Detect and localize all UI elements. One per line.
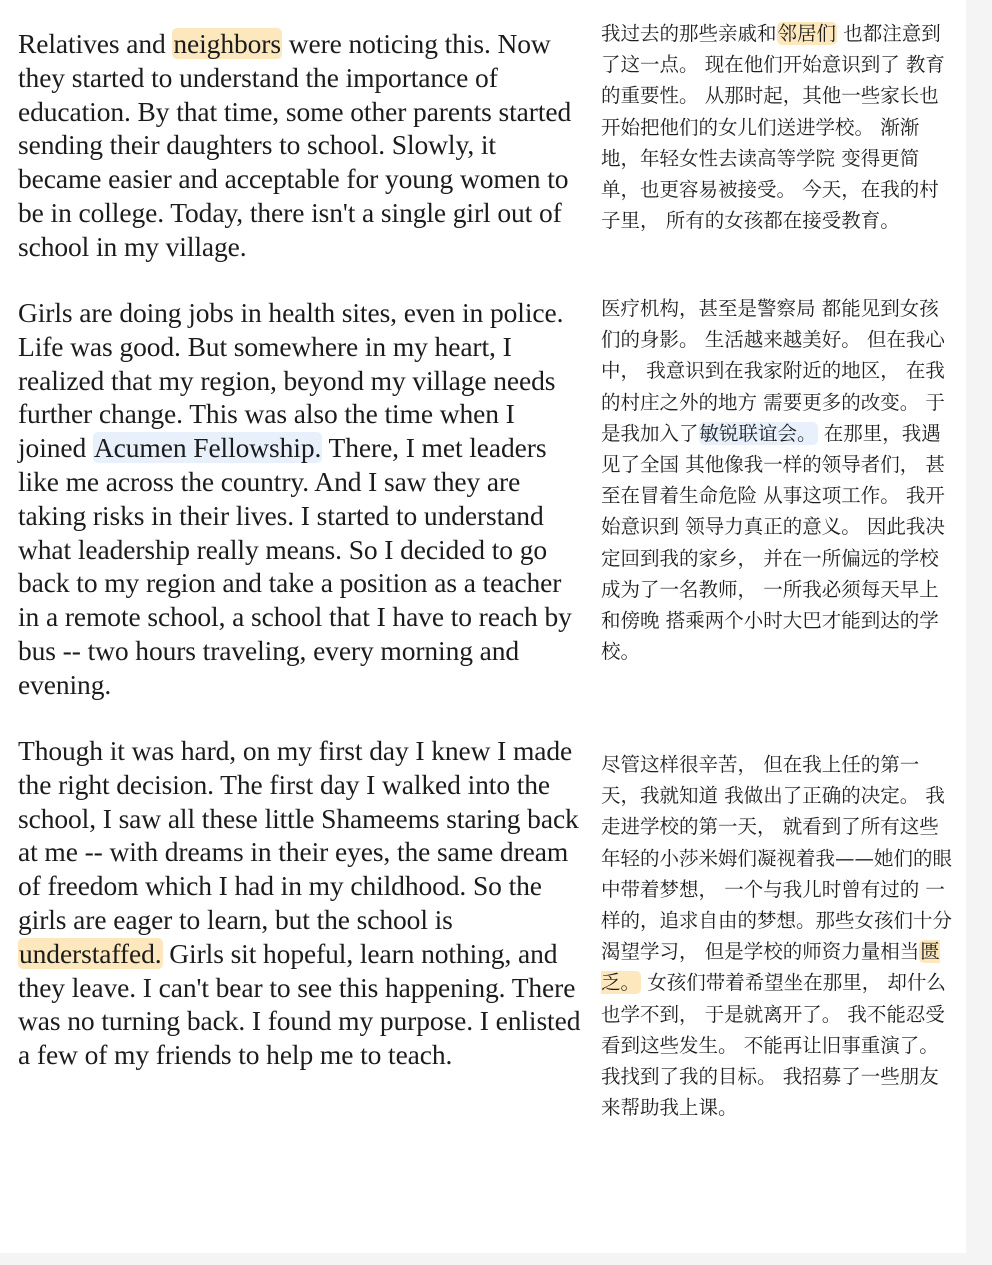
chinese-paragraph-3 <box>601 749 956 1123</box>
highlighted-word[interactable]: 匮乏。 <box>601 940 940 995</box>
highlighted-word[interactable]: 邻居们 <box>777 22 837 45</box>
chinese-text: 女孩们带着希望坐在那里， 却什么也学不到， 于是就离开了。 我不能忍受看到这些发生。 不能再让旧事重演了。 我找到了我的目标。 我招募了一些朋友来帮助我上课。 <box>601 971 946 1120</box>
highlighted-word[interactable]: understaffed. <box>19 937 162 969</box>
chinese-text: 在那里，我遇见了全国 其他像我一样的领导者们， 甚至在冒着生命危险 从事这项工作。 我开始意识到 领导力真正的意义。 因此我决定回到我的家乡， 并在一所偏远的学校 成为了一名教师， 一所我必须每天早上和傍晚 搭乘两个小时大巴才能到达的学校。 <box>601 421 945 664</box>
english-text: Girls are doing jobs in health sites, even in police. Life was good. But somewhere in my heart, I realized that my region, beyond my village needs further change. This was also the time when I joined <box>18 297 564 464</box>
highlighted-word[interactable]: neighbors <box>173 28 281 59</box>
english-text: were noticing this. Now they started to understand the importance of education. By that time, some other parents started sending their daughters to school. Slowly, it became easier and acceptable for young women to be in college. Today, there isn't a single girl out of school in my village. <box>18 28 572 262</box>
english-text: Girls sit hopeful, learn nothing, and they leave. I can't bear to see this happening. There was no turning back. I found my purpose. I enlisted a few of my friends to help me to teach. <box>18 937 581 1071</box>
english-paragraph-3 <box>18 734 583 1072</box>
chinese-text: 也都注意到了这一点。 现在他们开始意识到了 教育的重要性。 从那时起，其他一些家长也 开始把他们的女儿们送进学校。 渐渐地，年轻女性去读高等学院 变得更简单，也更容易被接受。 今天，在我的村子里， 所有的女孩都在接受教育。 <box>601 22 945 233</box>
highlighted-phrase[interactable]: Acumen Fellowship. <box>93 432 322 464</box>
english-text: There, I met leaders like me across the country. And I saw they are taking risks in their lives. I started to understand what leadership really means. So I decided to go back to my region and take a position as a teacher in a remote school, a school that I have to reach by bus -- two hours traveling, every morning and evening. <box>18 432 572 700</box>
english-paragraph-2 <box>18 296 583 702</box>
chinese-paragraph-2 <box>601 293 956 667</box>
chinese-text: 我过去的那些亲戚和 <box>601 22 777 45</box>
chinese-text: 尽管这样很辛苦， 但在我上任的第一天，我就知道 我做出了正确的决定。 我走进学校的第一天， 就看到了所有这些 年轻的小莎米姆们凝视着我——她们的眼中带着梦想， 一个与我儿时曾有过的 一样的，追求自由的梦想。那些女孩们十分渴望学习， 但是学校的师资力量相当 <box>601 753 953 964</box>
highlighted-phrase[interactable]: 敏锐联谊会。 <box>699 421 817 445</box>
english-paragraph-1 <box>18 27 583 264</box>
scrollbar-track[interactable] <box>966 0 992 1265</box>
english-text: Though it was hard, on my first day I knew I made the right decision. The first day I walked into the school, I saw all these little Shameems staring back at me -- with dreams in their eyes, the same dream of freedom which I had in my childhood. So the girls are eager to learn, but the school is <box>18 735 579 935</box>
bottom-bar <box>0 1253 966 1265</box>
chinese-paragraph-1 <box>601 18 956 236</box>
chinese-text: 医疗机构，甚至是警察局 都能见到女孩们的身影。 生活越来越美好。 但在我心中， 我意识到在我家附近的地区， 在我的村庄之外的地方 需要更多的改变。 于是我加入了 <box>601 297 945 445</box>
english-text: Relatives and <box>18 28 173 59</box>
